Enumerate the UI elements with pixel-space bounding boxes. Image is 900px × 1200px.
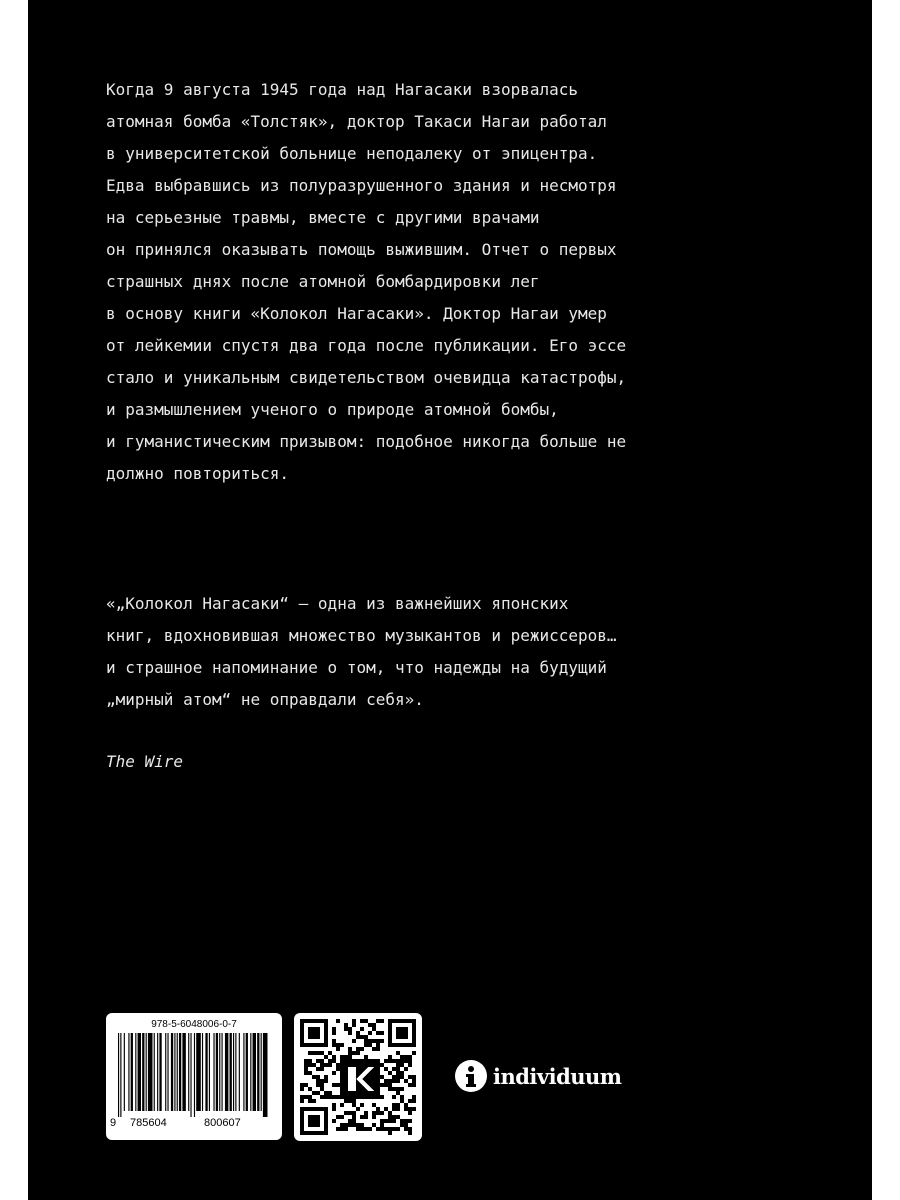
quote-source: The Wire	[106, 752, 184, 771]
annotation-line: Едва выбравшись из полуразрушенного здания и несмотря	[106, 176, 617, 195]
annotation-line: в университетской больнице неподалеку от эпицентра.	[106, 144, 598, 163]
barcode-lead-digit: 9	[110, 1117, 117, 1129]
annotation-line: стало и уникальным свидетельством очевидца катастрофы,	[106, 368, 627, 387]
quote-line: книг, вдохновившая множество музыкантов и режиссеров…	[106, 626, 617, 645]
back-cover	[28, 0, 872, 1200]
quote-line: „мирный атом“ не оправдали себя».	[106, 690, 424, 709]
qr-code	[294, 1013, 422, 1141]
quote-line: и страшное напоминание о том, что надежды на будущий	[106, 658, 607, 677]
publisher-name: individuum	[493, 1063, 622, 1089]
info-i-icon	[455, 1060, 487, 1092]
isbn-barcode	[106, 1013, 282, 1140]
review-quote	[106, 588, 746, 716]
annotation-line: в основу книги «Колокол Нагасаки». Доктор Нагаи умер	[106, 304, 607, 323]
annotation-line: должно повториться.	[106, 464, 290, 483]
annotation-line: Когда 9 августа 1945 года над Нагасаки взорвалась	[106, 80, 579, 99]
annotation-line: на серьезные травмы, вместе с другими врачами	[106, 208, 540, 227]
barcode-icon	[116, 1033, 272, 1117]
barcode-left-digits: 785604	[130, 1117, 167, 1129]
publisher-logo	[455, 1060, 622, 1092]
quote-line: «„Колокол Нагасаки“ — одна из важнейших японских	[106, 594, 569, 613]
annotation-line: и размышлением ученого о природе атомной бомбы,	[106, 400, 559, 419]
annotation-line: атомная бомба «Толстяк», доктор Такаси Нагаи работал	[106, 112, 607, 131]
annotation-line: страшных днях после атомной бомбардировки лег	[106, 272, 540, 291]
annotation-text	[106, 74, 746, 490]
annotation-line: он принялся оказывать помощь выжившим. Отчет о первых	[106, 240, 617, 259]
isbn-number: 978-5-6048006-0-7	[151, 1019, 237, 1030]
barcode-right-digits: 800607	[204, 1117, 241, 1129]
annotation-line: от лейкемии спустя два года после публикации. Его эссе	[106, 336, 627, 355]
annotation-line: и гуманистическим призывом: подобное никогда больше не	[106, 432, 627, 451]
qr-code-icon	[300, 1019, 416, 1135]
